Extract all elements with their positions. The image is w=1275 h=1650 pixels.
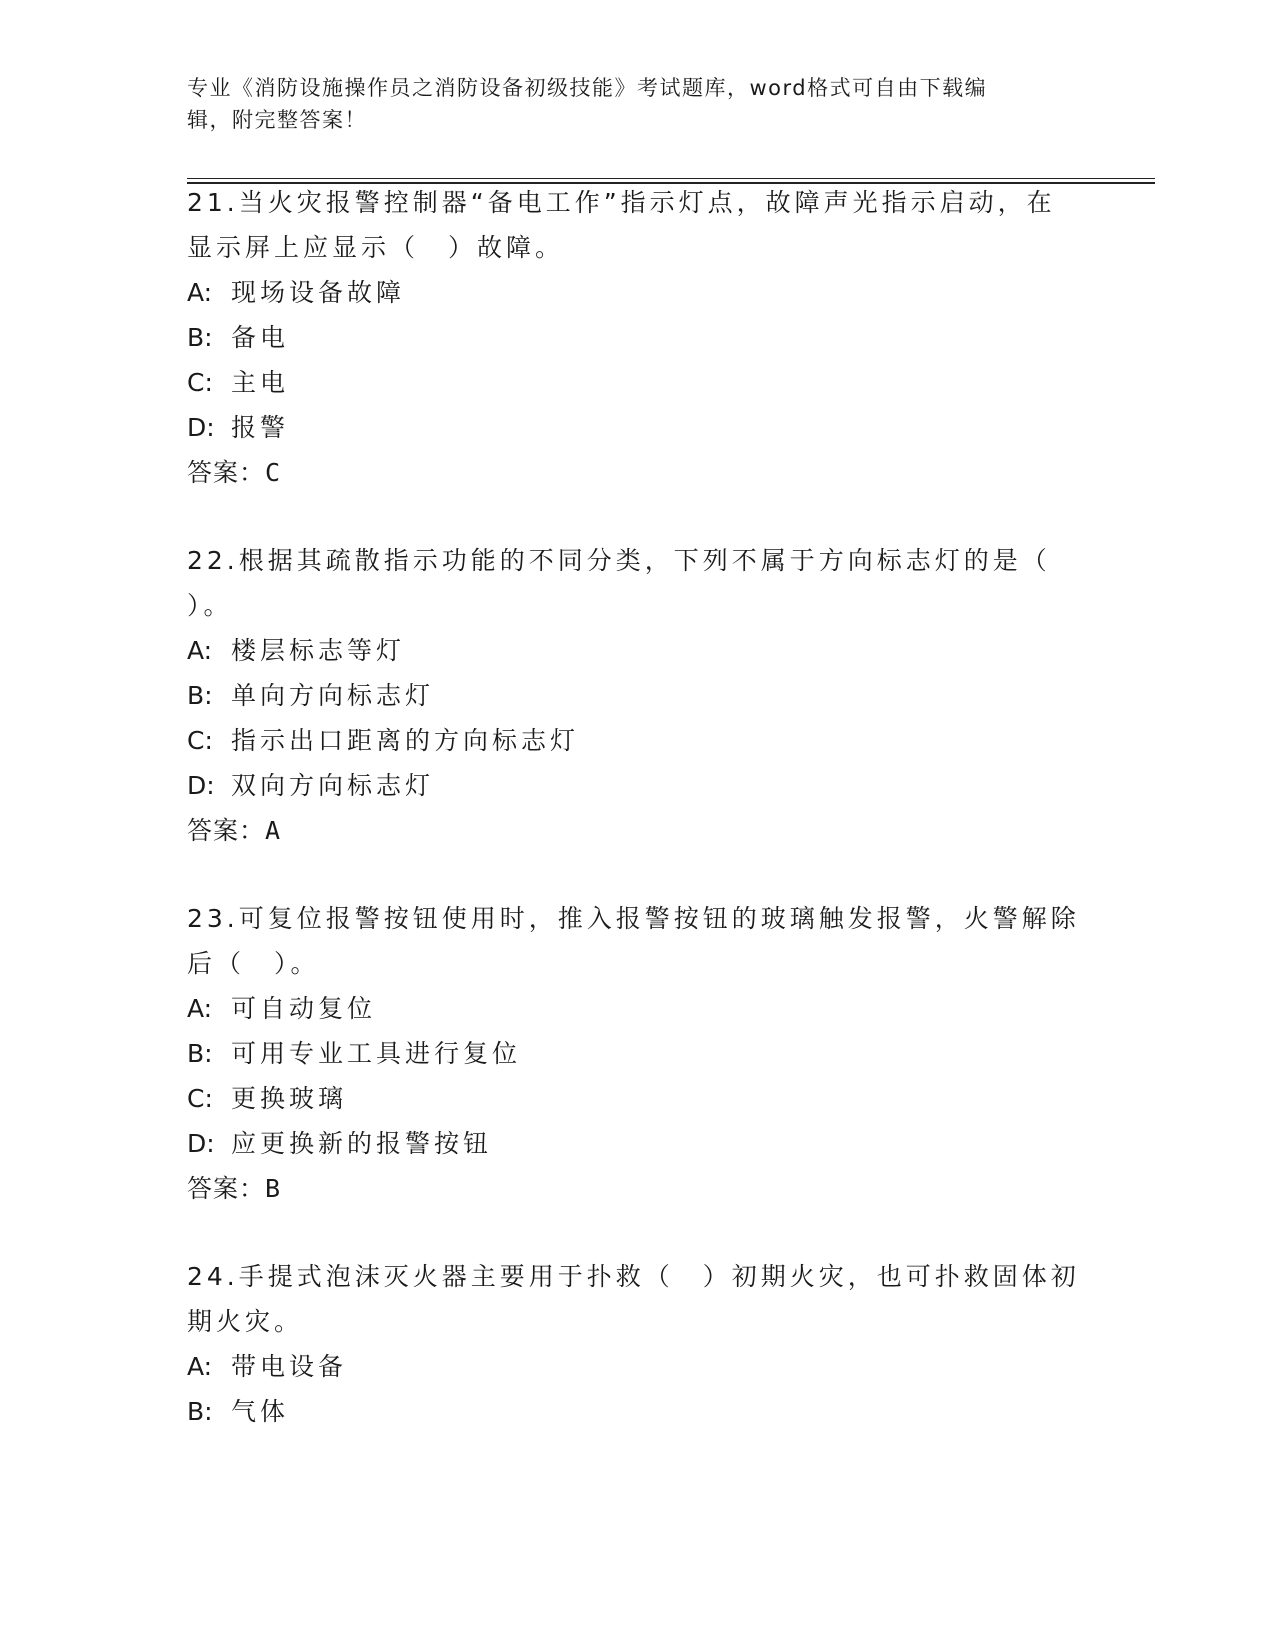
option-label: D: [187,413,215,442]
option-a [187,628,1087,673]
answer-value: C [265,458,282,487]
header-line-2: 辑，附完整答案！ [187,108,367,132]
option-c [187,718,1087,763]
option-d [187,1121,1087,1166]
question-22 [187,538,1087,853]
option-text: 可自动复位 [231,994,377,1023]
option-text: 楼层标志等灯 [231,636,406,665]
question-24 [187,1254,1087,1434]
option-label: A: [187,278,213,307]
option-text: 报警 [231,413,290,442]
header-divider-thin [187,178,1155,179]
option-a [187,986,1087,1031]
option-a [187,270,1087,315]
question-text-line-1: 22.根据其疏散指示功能的不同分类，下列不属于方向标志灯的是（ [187,546,1051,575]
option-label: D: [187,771,215,800]
option-text: 更换玻璃 [231,1084,348,1113]
option-text: 主电 [231,368,290,397]
option-label: B: [187,1397,213,1426]
option-label: D: [187,1129,215,1158]
option-d [187,405,1087,450]
question-23 [187,896,1087,1211]
answer-label: 答案： [187,458,266,487]
option-d [187,763,1087,808]
option-c [187,360,1087,405]
answer-value: A [265,816,282,845]
option-label: A: [187,994,213,1023]
option-label: C: [187,368,213,397]
option-text: 指示出口距离的方向标志灯 [231,726,580,755]
question-text-line-2: 后（ ）。 [187,949,320,978]
option-text: 现场设备故障 [231,278,406,307]
question-21 [187,180,1087,495]
option-label: A: [187,636,213,665]
option-b [187,1389,1087,1434]
answer [187,808,1087,853]
option-label: B: [187,323,213,352]
question-text-line-2: ）。 [187,591,233,620]
option-b [187,673,1087,718]
option-label: A: [187,1352,213,1381]
option-text: 备电 [231,323,290,352]
option-label: B: [187,1039,213,1068]
answer [187,450,1087,495]
answer-value: B [265,1174,282,1203]
document-header [187,72,1067,136]
answer-label: 答案： [187,1174,266,1203]
option-b [187,315,1087,360]
question-text-line-1: 21.当火灾报警控制器“备电工作”指示灯点，故障声光指示启动，在 [187,188,1056,217]
option-c [187,1076,1087,1121]
question-text-line-1: 24.手提式泡沫灭火器主要用于扑救（ ）初期火灾，也可扑救固体初 [187,1262,1080,1291]
question-text-line-2: 显示屏上应显示（ ）故障。 [187,233,565,262]
option-label: C: [187,1084,213,1113]
answer [187,1166,1087,1211]
option-b [187,1031,1087,1076]
option-label: B: [187,681,213,710]
question-text-line-1: 23.可复位报警按钮使用时，推入报警按钮的玻璃触发报警，火警解除 [187,904,1080,933]
option-a [187,1344,1087,1389]
option-label: C: [187,726,213,755]
question-text-line-2: 期火灾。 [187,1307,304,1336]
answer-label: 答案： [187,816,266,845]
option-text: 单向方向标志灯 [231,681,435,710]
option-text: 气体 [231,1397,290,1426]
header-line-1: 专业《消防设施操作员之消防设备初级技能》考试题库，word格式可自由下载编 [187,76,988,100]
option-text: 应更换新的报警按钮 [231,1129,493,1158]
option-text: 可用专业工具进行复位 [231,1039,522,1068]
option-text: 带电设备 [231,1352,348,1381]
option-text: 双向方向标志灯 [231,771,435,800]
